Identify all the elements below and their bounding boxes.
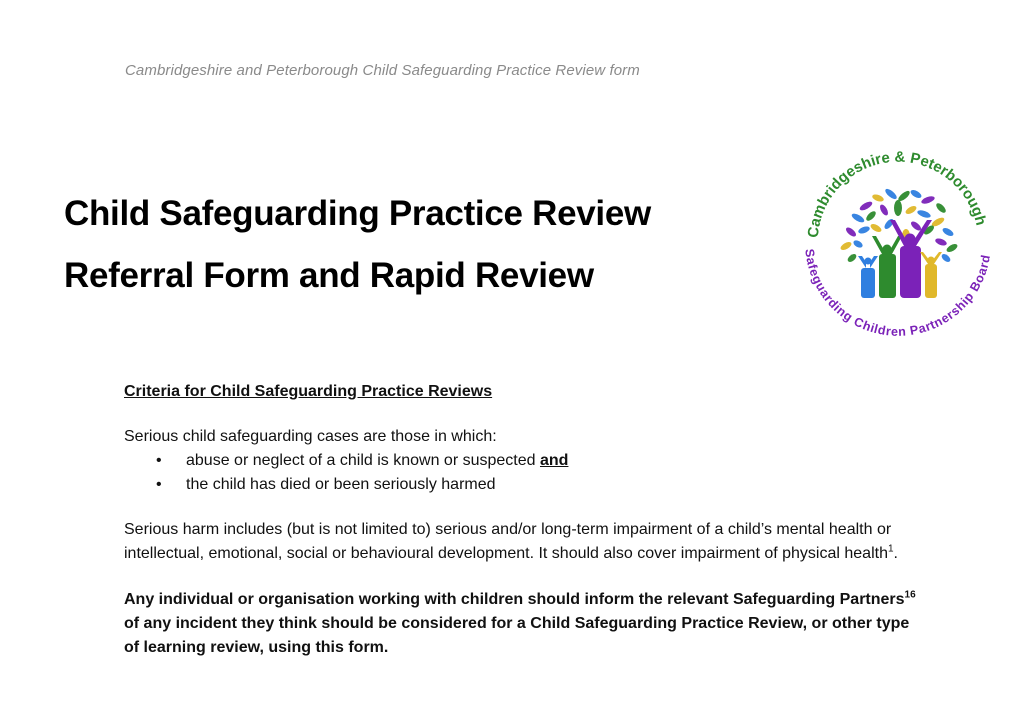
bullet-icon: • xyxy=(156,452,162,469)
svg-text:Safeguarding Children Partners xyxy=(802,248,993,336)
title-line-1: Child Safeguarding Practice Review xyxy=(64,194,651,233)
serious-harm-text: Serious harm includes (but is not limited to) serious and/or long-term impairment of a child’s mental health or intellectual, emotional, social or behavioural development. It should also cover impairment of physical health xyxy=(124,521,892,562)
title-line-2: Referral Form and Rapid Review xyxy=(64,256,594,295)
criteria-list xyxy=(124,449,924,497)
criteria-heading: Criteria for Child Safeguarding Practice Reviews xyxy=(124,383,493,400)
criteria-list-item xyxy=(124,449,924,473)
criteria-text: the child has died or been seriously harmed xyxy=(186,476,496,493)
criteria-text: abuse or neglect of a child is known or suspected xyxy=(186,452,540,469)
logo-bottom-text: Safeguarding Children Partnership Board xyxy=(802,248,993,336)
criteria-intro: Serious child safeguarding cases are those in which: xyxy=(124,428,497,445)
inform-text-part2: of any incident they think should be considered for a Child Safeguarding Practice Review, or other type of learning review, using this form. xyxy=(124,615,910,656)
running-header: Cambridgeshire and Peterborough Child Safeguarding Practice Review form xyxy=(125,62,640,79)
figure-blue xyxy=(858,256,878,298)
logo-top-text: Cambridgeshire & Peterborough xyxy=(804,148,990,239)
page-title xyxy=(64,183,651,307)
partnership-logo xyxy=(796,136,996,336)
tree-of-people-logo-icon xyxy=(796,136,996,336)
serious-harm-paragraph xyxy=(124,518,924,566)
footnote-ref[interactable]: 16 xyxy=(904,589,916,601)
sentence-end: . xyxy=(893,545,898,562)
document-body xyxy=(124,380,924,660)
footnote-ref[interactable]: 1 xyxy=(887,543,894,555)
criteria-emphasis: and xyxy=(539,452,569,469)
bullet-icon: • xyxy=(156,476,162,493)
criteria-list-item xyxy=(124,473,924,497)
inform-partners-paragraph xyxy=(124,588,924,660)
figure-green xyxy=(872,236,902,298)
inform-text-part1: Any individual or organisation working with children should inform the relevant Safeguarding Partners xyxy=(124,591,905,608)
figure-gold xyxy=(920,252,942,298)
